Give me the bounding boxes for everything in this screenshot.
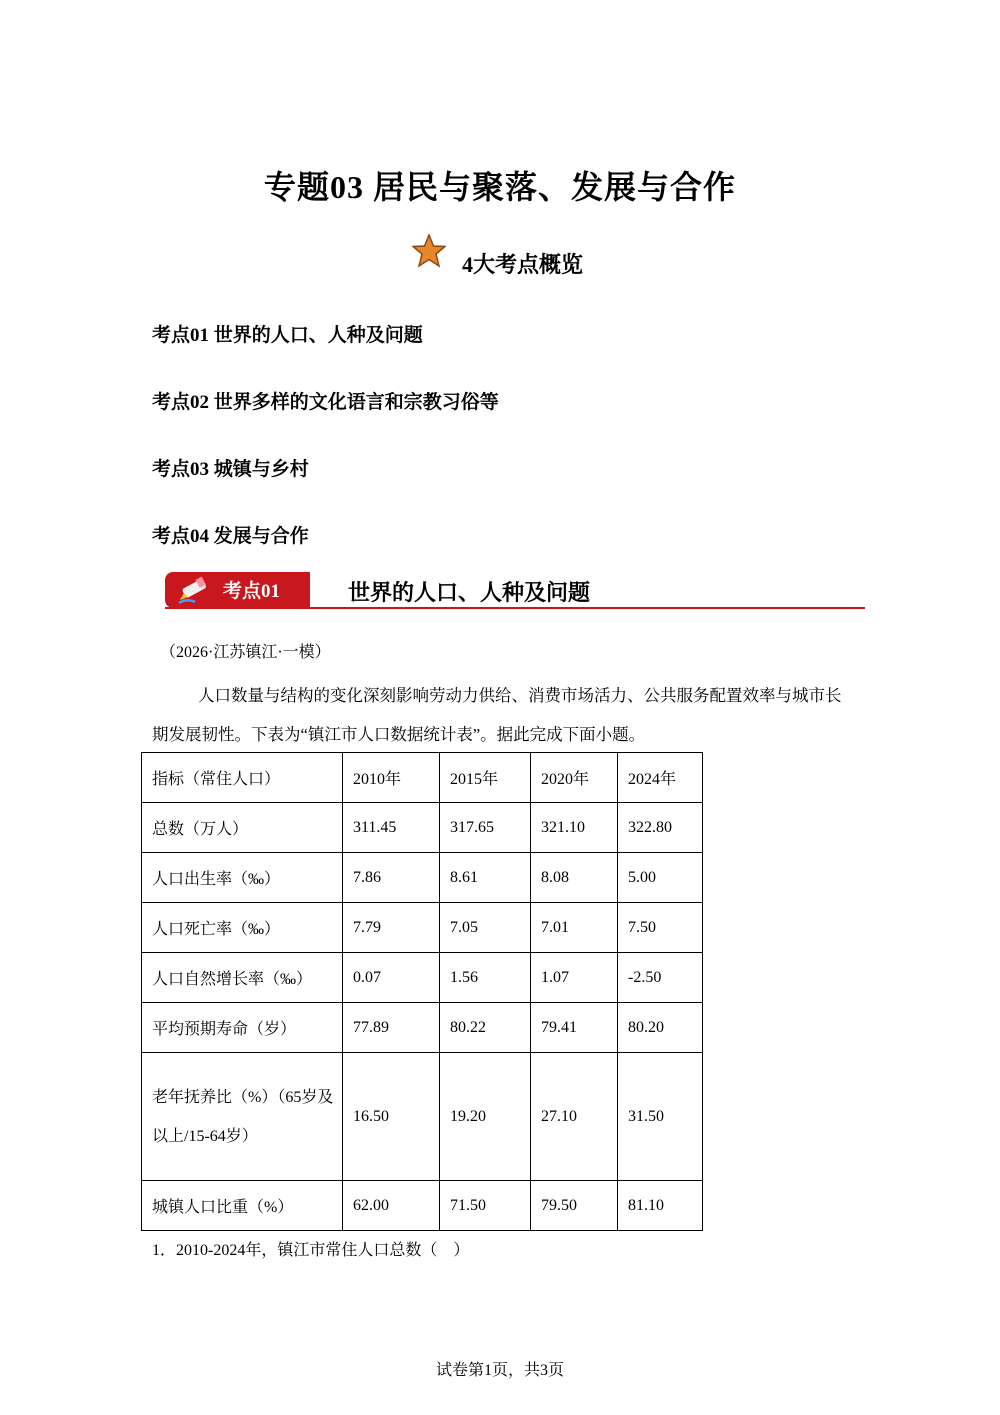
question-source: （2026·江苏镇江·一模） [160,644,331,661]
header-cell: 2010年 [343,753,440,803]
table-row [142,803,703,853]
section-title: 世界的人口、人种及问题 [348,580,591,605]
population-table [141,752,703,1231]
section-badge [165,572,310,608]
section-badge-label: 考点01 [223,581,281,602]
star-icon [412,234,446,268]
table-cell: 79.50 [531,1181,618,1231]
table-row [142,1181,703,1231]
table-cell: 317.65 [440,803,531,853]
table-cell: 城镇人口比重（%） [142,1181,343,1231]
table-cell: 5.00 [618,853,703,903]
header-cell: 2024年 [618,753,703,803]
header-cell: 指标（常住人口） [142,753,343,803]
overview-heading [0,234,1000,282]
table-cell: 16.50 [343,1053,440,1181]
table-cell: -2.50 [618,953,703,1003]
table-header-row [142,753,703,803]
table-cell: 79.41 [531,1003,618,1053]
table-cell: 0.07 [343,953,440,1003]
table-row [142,853,703,903]
table-cell: 人口死亡率（‰） [142,903,343,953]
kaodian-item-1: 考点01 世界的人口、人种及问题 [152,325,423,346]
table-cell-text: 老年抚养比（%）（65岁及以上/15-64岁） [152,1088,334,1145]
kaodian-item-3: 考点03 城镇与乡村 [152,459,309,480]
pencil-icon [177,576,209,606]
table-cell: 总数（万人） [142,803,343,853]
overview-label: 4大考点概览 [462,252,584,277]
table-cell: 1.07 [531,953,618,1003]
table-cell [142,1053,343,1181]
table-cell: 人口出生率（‰） [142,853,343,903]
table-cell: 311.45 [343,803,440,853]
section-header [165,570,865,612]
table-cell: 7.86 [343,853,440,903]
table-cell: 31.50 [618,1053,703,1181]
table-cell: 8.61 [440,853,531,903]
kaodian-item-2: 考点02 世界多样的文化语言和宗教习俗等 [152,392,499,413]
header-cell: 2015年 [440,753,531,803]
table-cell: 71.50 [440,1181,531,1231]
header-cell: 2020年 [531,753,618,803]
table-cell: 7.79 [343,903,440,953]
table-row [142,953,703,1003]
table-cell: 81.10 [618,1181,703,1231]
table-cell: 322.80 [618,803,703,853]
table-cell: 80.20 [618,1003,703,1053]
table-cell: 8.08 [531,853,618,903]
table-cell: 27.10 [531,1053,618,1181]
section-divider [165,607,865,609]
table-cell: 19.20 [440,1053,531,1181]
table-cell: 321.10 [531,803,618,853]
table-cell: 平均预期寿命（岁） [142,1003,343,1053]
kaodian-item-4: 考点04 发展与合作 [152,526,309,547]
page-footer: 试卷第1页，共3页 [435,1362,564,1379]
table-row [142,1003,703,1053]
table-cell: 1.56 [440,953,531,1003]
table-cell: 80.22 [440,1003,531,1053]
table-cell: 7.01 [531,903,618,953]
table-cell: 77.89 [343,1003,440,1053]
table-cell: 7.05 [440,903,531,953]
table-cell: 7.50 [618,903,703,953]
table-cell: 62.00 [343,1181,440,1231]
intro-paragraph: 人口数量与结构的变化深刻影响劳动力供给、消费市场活力、公共服务配置效率与城市长期发展韧性。下表为“镇江市人口数据统计表”。据此完成下面小题。 [152,686,842,744]
question-1: 1．2010-2024年，镇江市常住人口总数（ ） [152,1242,470,1259]
table-row [142,903,703,953]
table-cell: 人口自然增长率（‰） [142,953,343,1003]
table-row [142,1053,703,1181]
document-title: 专题03 居民与聚落、发展与合作 [263,169,736,205]
